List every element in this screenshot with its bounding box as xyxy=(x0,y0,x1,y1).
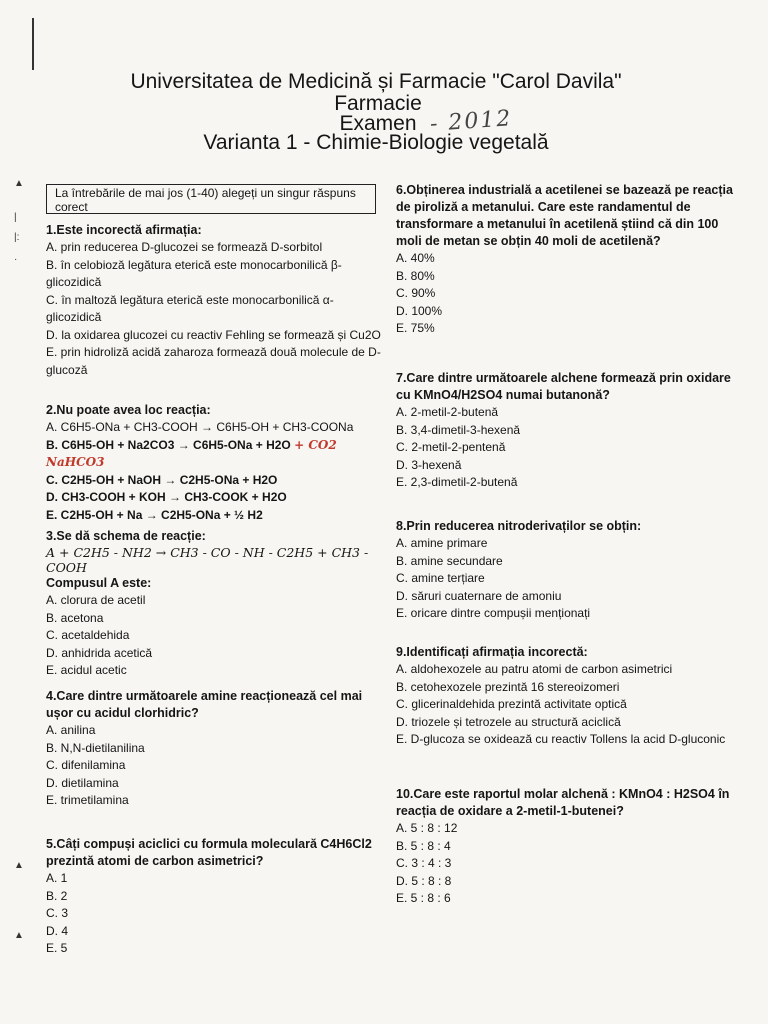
option: B. 3,4-dimetil-3-hexenă xyxy=(396,422,521,437)
question-9 xyxy=(396,644,741,749)
faculty-title: Farmacie xyxy=(334,92,422,115)
option: A. 2-metil-2-butenă xyxy=(396,405,499,419)
option: A. anilina xyxy=(46,723,96,737)
option: C. difenilamina xyxy=(46,758,126,772)
option: C. glicerinaldehida prezintă activitate optică xyxy=(396,697,627,711)
option xyxy=(46,437,386,472)
option: C. 90% xyxy=(396,286,436,300)
option: A. C6H5-ONa + CH3-COOH → C6H5-OH + CH3-COONa xyxy=(46,420,354,434)
option: E. prin hidroliză acidă zaharoza formează două molecule de D-glucoză xyxy=(46,345,381,377)
option: C. C2H5-OH + NaOH → C2H5-ONa + H2O xyxy=(46,472,278,487)
university-title: Universitatea de Medicină și Farmacie "Carol Davila" xyxy=(130,70,622,93)
option: D. la oxidarea glucozei cu reactiv Fehling se formează și Cu2O xyxy=(46,327,381,342)
scan-margin-line xyxy=(32,18,34,70)
question-title: 5.Câți compuși aciclici cu formula moleculară C4H6Cl2 prezintă atomi de carbon asimetrici? xyxy=(46,837,372,868)
option: A. amine primare xyxy=(396,536,488,550)
option: C. amine terțiare xyxy=(396,571,485,585)
question-title: 10.Care este raportul molar alchenă : KMnO4 : H2SO4 în reacția de oxidare a 2-metil-1-butenei? xyxy=(396,787,730,818)
question-title: 3.Se dă schema de reacție: xyxy=(46,529,206,543)
variant-title: Varianta 1 - Chimie-Biologie vegetală xyxy=(203,131,549,154)
option: B. în celobioză legătura eterică este monocarbonilică β-glicozidică xyxy=(46,257,342,289)
option: A. 1 xyxy=(46,871,68,885)
margin-mark: |: xyxy=(14,232,20,243)
option: C. în maltoză legătura eterică este monocarbonilică α-glicozidică xyxy=(46,292,334,324)
margin-mark: · xyxy=(14,254,18,265)
question-3 xyxy=(46,528,391,680)
question-7 xyxy=(396,370,741,492)
option: D. 5 : 8 : 8 xyxy=(396,873,452,888)
option: D. 4 xyxy=(46,923,69,938)
option: A. clorura de acetil xyxy=(46,593,146,607)
margin-mark: ▲ xyxy=(14,860,24,871)
question-10 xyxy=(396,786,736,908)
option: E. 2,3-dimetil-2-butenă xyxy=(396,475,518,489)
question-8 xyxy=(396,518,741,623)
option: E. acidul acetic xyxy=(46,663,127,677)
exam-title: Examen xyxy=(339,112,417,135)
option: A. 5 : 8 : 12 xyxy=(396,821,458,835)
handwritten-note: + CO2 NaHCO3 xyxy=(46,437,337,469)
option: B. 80% xyxy=(396,268,435,283)
option: B. N,N-dietilanilina xyxy=(46,740,145,755)
option: A. 40% xyxy=(396,251,435,265)
question-6 xyxy=(396,182,741,338)
question-title: 2.Nu poate avea loc reacția: xyxy=(46,403,211,417)
option: C. acetaldehida xyxy=(46,628,130,642)
option: D. anhidrida acetică xyxy=(46,645,153,660)
option: B. cetohexozele prezintă 16 stereoizomeri xyxy=(396,679,620,694)
option: C. 3 xyxy=(46,906,69,920)
question-title: 9.Identificați afirmația incorectă: xyxy=(396,645,588,659)
option: A. prin reducerea D-glucozei se formează D-sorbitol xyxy=(46,240,323,254)
margin-mark: ▲ xyxy=(14,930,24,941)
question-5 xyxy=(46,836,376,958)
option: D. CH3-COOH + KOH → CH3-COOK + H2O xyxy=(46,490,287,504)
question-subtitle: Compusul A este: xyxy=(46,576,152,590)
margin-mark: | xyxy=(14,212,17,223)
option: D. 100% xyxy=(396,303,443,318)
option: A. aldohexozele au patru atomi de carbon asimetrici xyxy=(396,662,673,676)
question-1 xyxy=(46,222,386,379)
option: D. dietilamina xyxy=(46,775,119,790)
option: D. triozele și tetrozele au structură aciclică xyxy=(396,714,621,729)
option: B. 2 xyxy=(46,888,68,903)
option: B. acetona xyxy=(46,610,104,625)
question-title: 6.Obținerea industrială a acetilenei se bazează pe reacția de piroliză a metanului. Care este randamentul de transformare a metanului în acetilenă știind că din 100 moli de metan se obțin 40 moli de acetilenă? xyxy=(396,183,733,248)
option: E. 5 : 8 : 6 xyxy=(396,891,451,905)
option: C. 2-metil-2-pentenă xyxy=(396,440,506,454)
option: D. 3-hexenă xyxy=(396,457,462,472)
question-title: 8.Prin reducerea nitroderivaților se obțin: xyxy=(396,519,642,533)
question-title: 1.Este incorectă afirmația: xyxy=(46,223,202,237)
option: B. 5 : 8 : 4 xyxy=(396,838,451,853)
option: D. săruri cuaternare de amoniu xyxy=(396,588,562,603)
question-4 xyxy=(46,688,386,810)
question-title: 7.Care dintre următoarele alchene formează prin oxidare cu KMnO4/H2SO4 numai butanonă? xyxy=(396,371,731,402)
question-2 xyxy=(46,402,386,524)
margin-mark: ▲ xyxy=(14,178,24,189)
option-text: B. C6H5-OH + Na2CO3 → C6H5-ONa + H2O xyxy=(46,437,291,452)
option: E. trimetilamina xyxy=(46,793,129,807)
option: E. D-glucoza se oxidează cu reactiv Tollens la acid D-gluconic xyxy=(396,732,726,746)
option: E. 75% xyxy=(396,321,435,335)
option: E. C2H5-OH + Na → C2H5-ONa + ½ H2 xyxy=(46,507,263,522)
reaction-scheme: A + C2H5 - NH2 → CH3 - CO - NH - C2H5 + CH3 - COOH xyxy=(46,545,369,575)
option: C. 3 : 4 : 3 xyxy=(396,856,452,870)
question-title: 4.Care dintre următoarele amine reacționează cel mai ușor cu acidul clorhidric? xyxy=(46,689,363,720)
option: E. 5 xyxy=(46,941,68,955)
instructions-box: La întrebările de mai jos (1-40) alegeți un singur răspuns corect xyxy=(46,184,376,214)
option: B. amine secundare xyxy=(396,553,503,568)
option: E. oricare dintre compușii menționați xyxy=(396,606,591,620)
handwritten-year: - 2012 xyxy=(429,106,514,137)
